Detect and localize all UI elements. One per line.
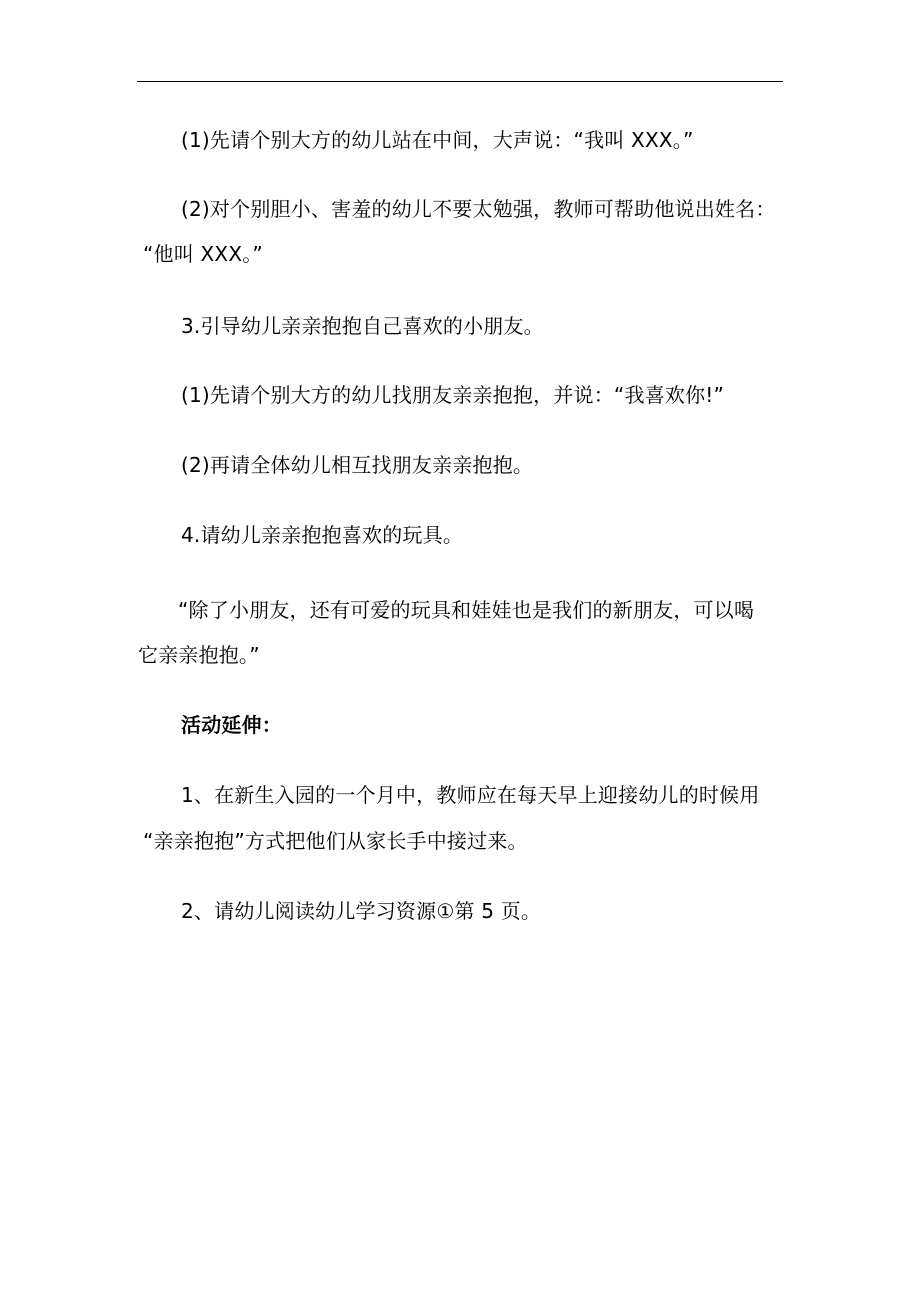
step-3-1-text: (1)先请个别大方的幼儿找朋友亲亲抱抱，并说：“我喜欢你!” (181, 383, 725, 407)
step-4-quote-line-1: “除了小朋友，还有可爱的玩具和娃娃也是我们的新朋友，可以喝 (178, 598, 755, 622)
step-3-2-text: (2)再请全体幼儿相互找朋友亲亲抱抱。 (181, 453, 534, 477)
step-2-1-text: (1)先请个别大方的幼儿站在中间，大声说：“我叫 XXX。” (181, 128, 694, 152)
extension-item-1-line-1: 1、在新生入园的一个月中，教师应在每天早上迎接幼儿的时候用 (181, 783, 760, 807)
extension-item-1-line-2: “亲亲抱抱”方式把他们从家长手中接过来。 (143, 829, 528, 853)
step-2-2-text-line-2: “他叫 XXX。” (143, 242, 263, 266)
step-4-quote-line-2: 它亲亲抱抱。” (138, 643, 260, 667)
step-2-2-text-line-1: (2)对个别胆小、害羞的幼儿不要太勉强，教师可帮助他说出姓名： (181, 197, 776, 221)
step-3-heading: 3.引导幼儿亲亲抱抱自己喜欢的小朋友。 (181, 314, 544, 338)
extension-heading: 活动延伸： (181, 713, 282, 737)
header-rule (137, 81, 783, 82)
extension-item-2: 2、请幼儿阅读幼儿学习资源①第 5 页。 (181, 899, 542, 923)
step-4-heading: 4.请幼儿亲亲抱抱喜欢的玩具。 (181, 523, 464, 547)
